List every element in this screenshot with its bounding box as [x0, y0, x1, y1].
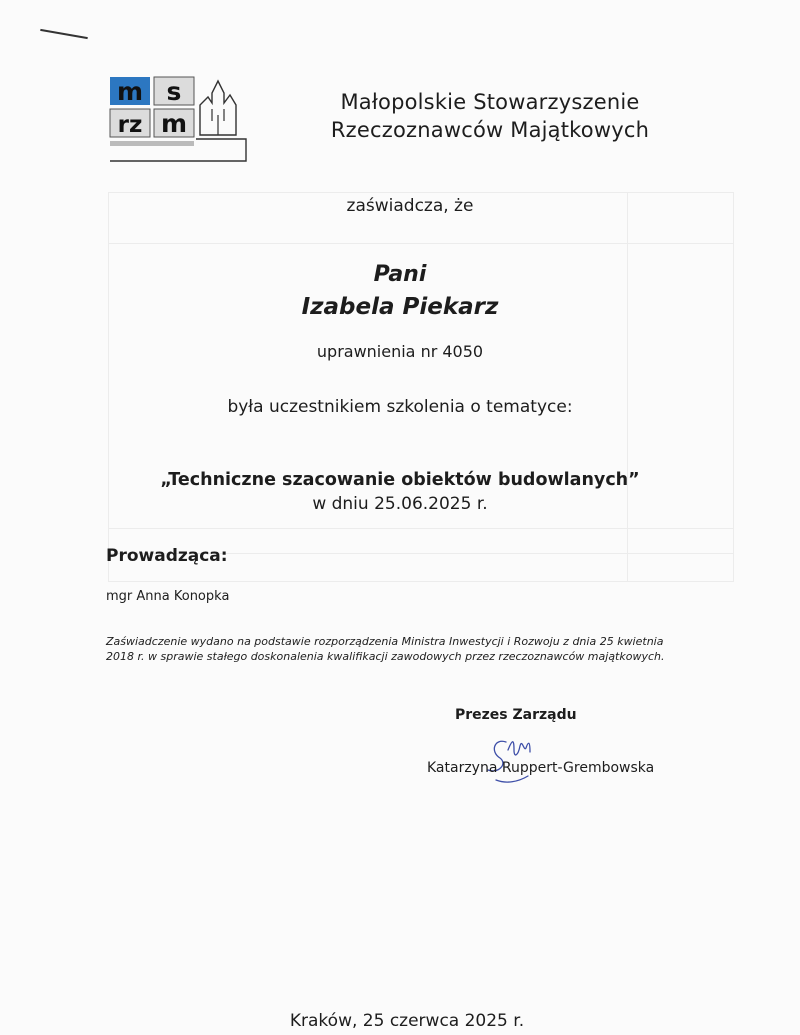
- organization-name-line2: Rzeczoznawców Majątkowych: [330, 118, 650, 142]
- bleed-through-table: [108, 192, 734, 582]
- svg-text:rz: rz: [117, 112, 143, 138]
- legal-note-line1: Zaświadczenie wydano na podstawie rozporządzenia Ministra Inwestycji i Rozwoju z dnia 25 kwietnia: [106, 635, 664, 648]
- course-date: w dniu 25.06.2025 r.: [312, 494, 488, 514]
- signatory-name: Katarzyna Ruppert-Grembowska: [427, 760, 655, 776]
- organization-name: [290, 88, 690, 144]
- msrzm-logo: [108, 75, 248, 163]
- legal-note: [106, 634, 706, 664]
- signatory-title: Prezes Zarządu: [455, 707, 577, 723]
- svg-text:s: s: [166, 77, 182, 106]
- lecturer-name: mgr Anna Konopka: [106, 589, 230, 604]
- recipient-title: Pani: [373, 262, 427, 287]
- attests-text: zaświadcza, że: [346, 196, 474, 216]
- legal-note-line2: 2018 r. w sprawie stałego doskonalenia kwalifikacji zawodowych przez rzeczoznawców majątkowych.: [106, 650, 665, 663]
- lecturer-heading: Prowadząca:: [106, 546, 228, 566]
- organization-name-line1: Małopolskie Stowarzyszenie: [340, 90, 640, 114]
- participation-text: była uczestnikiem szkolenia o tematyce:: [227, 397, 573, 417]
- bleed-through-row-line: [109, 243, 733, 244]
- course-title: „Techniczne szacowanie obiektów budowlanych”: [160, 470, 640, 490]
- bleed-through-row-line: [109, 528, 733, 529]
- bleed-through-divider: [627, 193, 628, 581]
- place-and-date: Kraków, 25 czerwca 2025 r.: [289, 1011, 525, 1031]
- svg-text:m: m: [160, 109, 188, 138]
- license-number: uprawnienia nr 4050: [316, 342, 484, 361]
- scan-mark: [40, 29, 88, 39]
- recipient-name: Izabela Piekarz: [301, 294, 499, 320]
- handwritten-signature: [484, 730, 544, 786]
- svg-text:m: m: [116, 77, 144, 106]
